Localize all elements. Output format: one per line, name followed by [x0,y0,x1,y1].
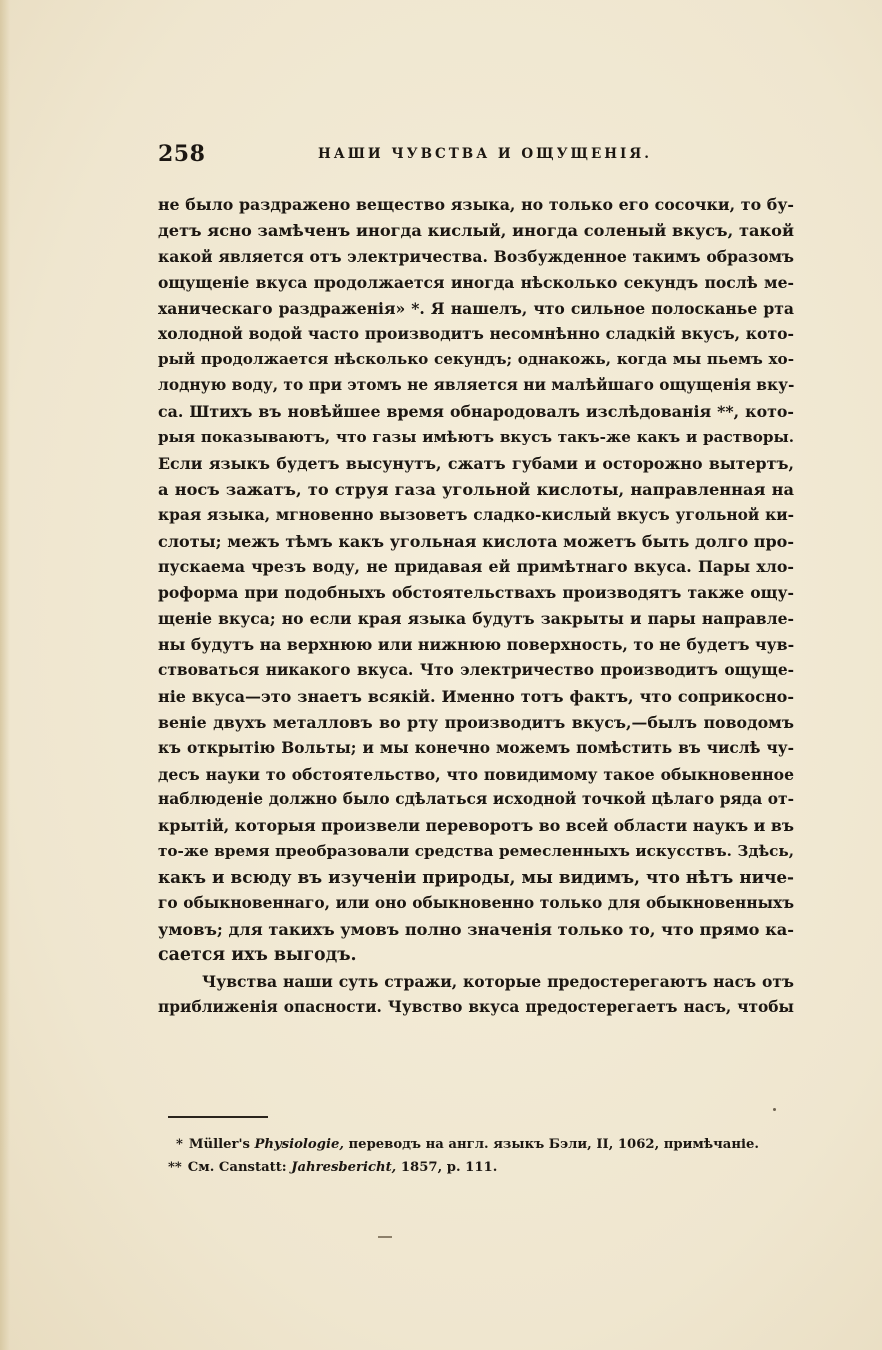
footnote-work-title: Jahresbericht, [291,1160,397,1175]
footnote-author: См. Canstatt: [187,1160,287,1175]
text-line: ощущеніе вкуса продолжается иногда нѣсколько секундъ послѣ ме- [158,272,794,292]
text-line: не было раздражено вещество языка, но только его сосочки, то бу- [158,195,794,214]
page-number: 258 [158,141,206,167]
text-line: пускаема чрезъ воду, не придавая ей примѣтнаго вкуса. Пары хло- [158,557,794,577]
text-line: а носъ зажатъ, то струя газа угольной кислоты, направленная на [158,479,794,499]
text-line: къ открытію Вольты; и мы конечно можемъ помѣстить въ числѣ чу- [158,738,794,757]
text-line: ніе вкуса—это знаетъ всякій. Именно тотъ фактъ, что соприкосно- [158,686,794,706]
footnote-mark: ** [168,1160,182,1175]
text-line: детъ ясно замѣченъ иногда кислый, иногда соленый вкусъ, такой [158,220,794,240]
footnote-reference: 1857, p. 111. [400,1160,498,1175]
text-line: ханическаго раздраженія» *. Я нашелъ, что сильное полосканье рта [158,298,794,318]
text-line: ны будутъ на верхнюю или нижнюю поверхность, то не будетъ чув- [158,635,794,655]
page-header [158,141,794,171]
text-line: слоты; межъ тѣмъ какъ угольная кислота можетъ быть долго про- [158,531,794,551]
ink-speck [378,1236,392,1238]
footnotes [168,1133,786,1179]
footnote-reference: переводъ на англ. языкъ Бэли, II, 1062, примѣчаніе. [348,1137,759,1152]
footnote-1 [176,1133,786,1156]
paragraph-start-line: Чувства наши суть стражи, которые предостерегаютъ насъ отъ [202,971,794,991]
text-line: края языка, мгновенно вызоветъ сладко-кислый вкусъ угольной ки- [158,505,794,524]
paragraph-end-line: сается ихъ выгодъ. [158,944,357,965]
text-line: го обыкновеннаго, или оно обыкновенно только для обыкновенныхъ [158,894,794,913]
text-line: лодную воду, то при этомъ не является ни малѣйшаго ощущенія вку- [158,376,794,395]
text-line: рыя показываютъ, что газы имѣютъ вкусъ такъ-же какъ и растворы. [158,428,794,447]
text-line: то-же время преобразовали средства ремесленныхъ искусствъ. Здѣсь, [158,842,794,861]
text-line: роформа при подобныхъ обстоятельствахъ производятъ также ощу- [158,583,794,603]
footnote-author: Müller's [188,1137,250,1152]
text-line: какъ и всюду въ изученіи природы, мы видимъ, что нѣтъ ниче- [158,867,794,888]
main-text [158,192,794,1021]
text-line: крытій, которыя произвели переворотъ во всей области наукъ и въ [158,816,794,836]
ink-speck [773,1108,776,1111]
text-line: холодной водой часто производитъ несомнѣнно сладкій вкусъ, кото- [158,324,794,344]
footnote-work-title: Physiologie, [254,1137,344,1152]
footnote-mark: * [176,1137,183,1152]
text-line: щеніе вкуса; но если края языка будутъ закрыты и пары направле- [158,609,794,629]
text-line: веніе двухъ металловъ во рту производитъ вкусъ,—былъ поводомъ [158,712,794,732]
footnote-rule [168,1116,268,1118]
text-line: Если языкъ будетъ высунутъ, сжатъ губами и осторожно вытертъ, [158,453,794,473]
text-line: умовъ; для такихъ умовъ полно значенія только то, что прямо ка- [158,919,794,939]
text-line: рый продолжается нѣсколько секундъ; однакожь, когда мы пьемъ хо- [158,350,794,369]
text-line: какой является отъ электричества. Возбужденное такимъ образомъ [158,246,794,266]
footnote-2 [168,1156,786,1179]
text-line: наблюденіе должно было сдѣлаться исходной точкой цѣлаго ряда от- [158,790,794,809]
page-edge-shadow [0,0,10,1350]
text-line: са. Штихъ въ новѣйшее время обнародовалъ изслѣдованія **, кото- [158,402,794,422]
text-line: приближенія опасности. Чувство вкуса предостерегаетъ насъ, чтобы [158,997,794,1016]
text-line: ствоваться никакого вкуса. Что электричество производитъ ощуще- [158,661,794,680]
running-head: НАШИ ЧУВСТВА И ОЩУЩЕНІЯ. [318,146,652,162]
text-line: десъ науки то обстоятельство, что повидимому такое обыкновенное [158,764,794,784]
